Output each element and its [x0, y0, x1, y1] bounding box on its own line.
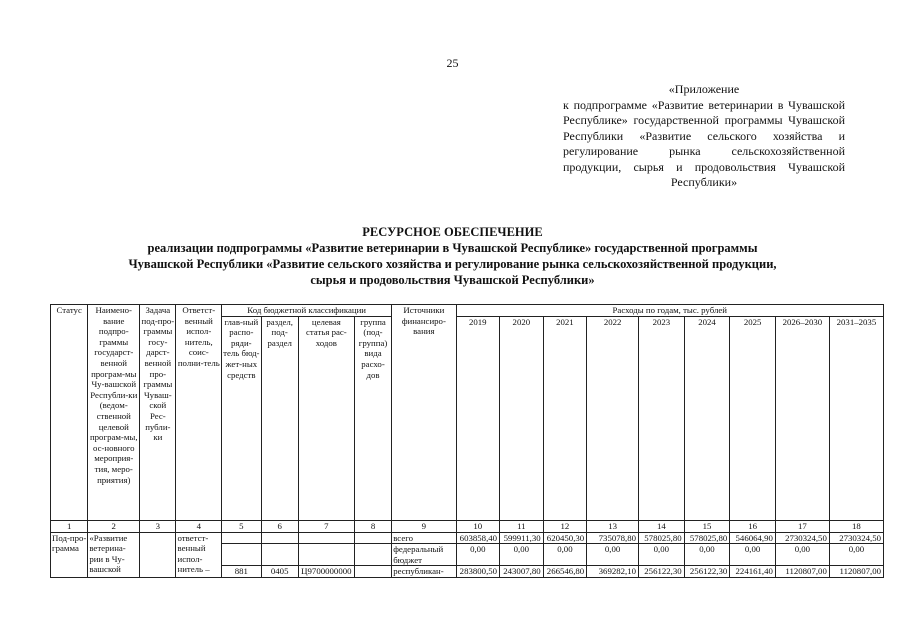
- cell-value: 603858,40: [456, 532, 500, 544]
- cell-value: 620450,30: [543, 532, 587, 544]
- cell-value: 2730324,50: [829, 532, 883, 544]
- cell-vr: [354, 566, 391, 578]
- cell-value: 0,00: [456, 544, 500, 566]
- cell-source: всего: [392, 532, 456, 544]
- cell-value: 369282,10: [587, 566, 639, 578]
- header-razdel: раздел, под-раздел: [261, 316, 298, 520]
- col-number: 17: [775, 520, 829, 532]
- cell-csr: [298, 532, 354, 544]
- cell-value: 546064,90: [730, 532, 776, 544]
- cell-value: 266546,80: [543, 566, 587, 578]
- header-vr: группа (под-группа) вида расхо-дов: [354, 316, 391, 520]
- cell-value: 0,00: [730, 544, 776, 566]
- row-task: [140, 532, 176, 577]
- cell-value: 2730324,50: [775, 532, 829, 544]
- header-sources: Источники финансиро-вания: [392, 305, 456, 521]
- header-row-1: [51, 305, 884, 317]
- header-grbs: глав-ный распо-ряди-тель бюд-жет-ных средств: [222, 316, 261, 520]
- col-number: 9: [392, 520, 456, 532]
- header-expenses: Расходы по годам, тыс. рублей: [456, 305, 884, 317]
- annex-body: к подпрограмме «Развитие ветеринарии в Чувашской Республике» государственной программы Чувашской Республики «Развитие сельского хозяйства и регулирование рынка сельскохозяйственной продукции, сырья и продовольствия Чувашской Республики»: [563, 97, 845, 189]
- header-year: 2020: [500, 316, 544, 520]
- col-number: 11: [500, 520, 544, 532]
- col-number: 3: [140, 520, 176, 532]
- cell-value: 578025,80: [639, 532, 685, 544]
- header-year: 2026–2030: [775, 316, 829, 520]
- row-responsible: ответст-венный испол-нитель –: [176, 532, 222, 577]
- cell-razdel: 0405: [261, 566, 298, 578]
- cell-value: 735078,80: [587, 532, 639, 544]
- document-title: [0, 224, 905, 288]
- cell-value: 0,00: [684, 544, 730, 566]
- col-number: 5: [222, 520, 261, 532]
- title-line-1: РЕСУРСНОЕ ОБЕСПЕЧЕНИЕ: [362, 225, 543, 239]
- table-row: [51, 532, 884, 544]
- header-year: 2024: [684, 316, 730, 520]
- column-numbers-row: [51, 520, 884, 532]
- cell-value: 283800,50: [456, 566, 500, 578]
- header-year: 2023: [639, 316, 685, 520]
- header-year: 2025: [730, 316, 776, 520]
- title-line-2: реализации подпрограммы «Развитие ветеринарии в Чувашской Республике» государственной программы: [147, 241, 758, 255]
- header-responsible: Ответст-венный испол-нитель, соис-полни-тель: [176, 305, 222, 521]
- header-status: Статус: [51, 305, 88, 521]
- cell-source: федеральный бюджет: [392, 544, 456, 566]
- cell-csr: Ц9700000000: [298, 566, 354, 578]
- cell-value: 599911,30: [500, 532, 544, 544]
- title-line-4: сырья и продовольствия Чувашской Республики»: [310, 273, 595, 287]
- cell-value: 243007,80: [500, 566, 544, 578]
- cell-value: 1120807,00: [775, 566, 829, 578]
- col-number: 1: [51, 520, 88, 532]
- header-year: 2021: [543, 316, 587, 520]
- title-line-3: Чувашской Республики «Развитие сельского хозяйства и регулирование рынка сельскохозяйственной продукции,: [128, 257, 777, 271]
- cell-value: 256122,30: [639, 566, 685, 578]
- col-number: 18: [829, 520, 883, 532]
- col-number: 7: [298, 520, 354, 532]
- cell-value: 256122,30: [684, 566, 730, 578]
- cell-value: 0,00: [775, 544, 829, 566]
- cell-value: 0,00: [639, 544, 685, 566]
- col-number: 6: [261, 520, 298, 532]
- col-number: 2: [88, 520, 140, 532]
- annex-title: «Приложение: [668, 82, 740, 96]
- page-number: 25: [446, 56, 459, 70]
- cell-grbs: [222, 544, 261, 566]
- cell-value: 0,00: [829, 544, 883, 566]
- col-number: 13: [587, 520, 639, 532]
- header-year: 2022: [587, 316, 639, 520]
- cell-value: 578025,80: [684, 532, 730, 544]
- cell-value: 0,00: [500, 544, 544, 566]
- cell-vr: [354, 544, 391, 566]
- cell-value: 1120807,00: [829, 566, 883, 578]
- header-task: Задача под-про-граммы госу-дарст-венной про-граммы Чуваш-ской Рес-публи-ки: [140, 305, 176, 521]
- header-csr: целевая статья рас-ходов: [298, 316, 354, 520]
- cell-grbs: [222, 532, 261, 544]
- cell-grbs: 881: [222, 566, 261, 578]
- annex-note: [563, 82, 845, 191]
- cell-value: 0,00: [587, 544, 639, 566]
- col-number: 14: [639, 520, 685, 532]
- header-year: 2031–2035: [829, 316, 883, 520]
- cell-vr: [354, 532, 391, 544]
- cell-value: 0,00: [543, 544, 587, 566]
- col-number: 4: [176, 520, 222, 532]
- cell-value: 224161,40: [730, 566, 776, 578]
- col-number: 16: [730, 520, 776, 532]
- resource-table: [50, 304, 884, 578]
- col-number: 8: [354, 520, 391, 532]
- header-name: Наимено-вание подпро-граммы государст-венной програм-мы Чу-вашской Республи-ки (ведом-ственной целевой програм-мы, ос-новного мероприя-тия, меро-приятия): [88, 305, 140, 521]
- row-name: «Развитие ветерина-рии в Чу-вашской: [88, 532, 140, 577]
- cell-razdel: [261, 532, 298, 544]
- header-year: 2019: [456, 316, 500, 520]
- col-number: 10: [456, 520, 500, 532]
- col-number: 12: [543, 520, 587, 532]
- col-number: 15: [684, 520, 730, 532]
- cell-razdel: [261, 544, 298, 566]
- cell-csr: [298, 544, 354, 566]
- row-status: Под-про-грамма: [51, 532, 88, 577]
- cell-source: республикан-: [392, 566, 456, 578]
- header-budget-code: Код бюджетной классификации: [222, 305, 392, 317]
